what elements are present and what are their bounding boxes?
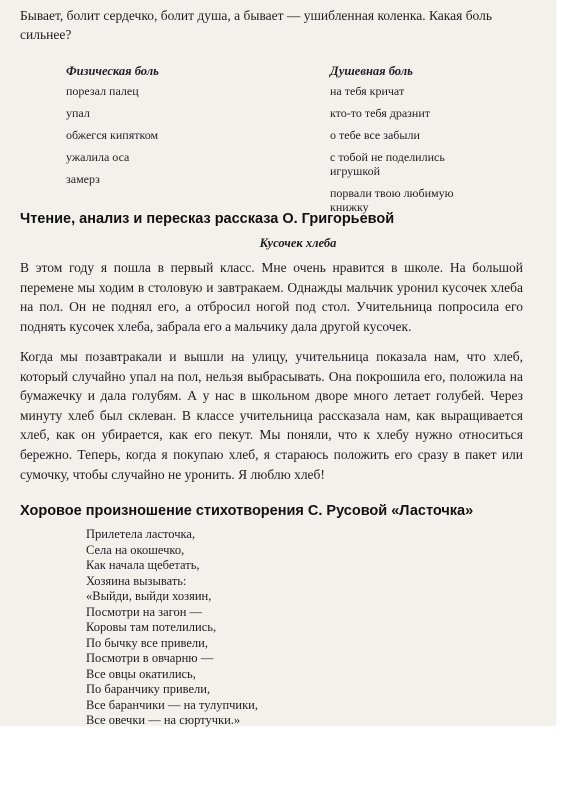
poem-line: Прилетела ласточка, (86, 527, 196, 541)
poem-line: Села на окошечко, (86, 542, 185, 557)
emotional-pain-item: кто-то тебя дразнит (330, 106, 430, 120)
physical-pain-item: замерз (66, 172, 100, 186)
physical-pain-item: ужалила оса (66, 150, 130, 164)
physical-pain-column (66, 62, 286, 194)
emotional-pain-item: с тобой не поделились игрушкой (330, 150, 445, 178)
physical-pain-heading: Физическая боль (66, 64, 159, 78)
physical-pain-item: обжегся кипятком (66, 128, 159, 142)
poem (86, 527, 258, 729)
poem-line: «Выйди, выйди хозяин, (86, 589, 212, 603)
emotional-pain-item: о тебе все забыли (330, 128, 420, 142)
emotional-pain-column (330, 62, 530, 222)
emotional-pain-heading: Душевная боль (330, 64, 413, 78)
poem-line: Посмотри в овчарню — (86, 651, 214, 665)
poem-line: Хозяина вызывать: (86, 573, 187, 588)
physical-pain-item: порезал палец (66, 84, 139, 98)
story-paragraph-2: Когда мы позавтракали и вышли на улицу, учительница показала нам, что хлеб, который случайно упал на пол, нельзя выбрасывать. Она покрошила его, положила на бумажечку и дала голубям. А у нас в школьном дворе много летает голубей. Через минуту хлеб был склеван. В классе учительница рассказала нам, как выращивается хлеб, как он убирается, как его пекут. Мы поняли, что к хлебу нужно относиться бережно. Теперь, когда я покупаю хлеб, я стараюсь положить его сразу в пакет или сумочку, чтобы случайно не уронить. Я люблю хлеб! (20, 349, 523, 482)
story-title: Кусочек хлеба (259, 236, 337, 250)
emotional-pain-item: порвали твою любимую книжку (330, 186, 454, 214)
section-title-poem: Хоровое произношение стихотворения С. Русовой «Ласточка» (20, 503, 474, 519)
poem-line: Посмотри на загон — (86, 604, 203, 619)
poem-line: Все овцы окатились, (86, 666, 196, 681)
section-title-story: Чтение, анализ и пересказ рассказа О. Григорьевой (20, 211, 395, 227)
poem-line: Все овечки — на сюртучки.» (86, 713, 241, 727)
poem-line: Все баранчики — на тулупчики, (86, 697, 258, 712)
poem-line: По бычку все привели, (86, 635, 208, 650)
physical-pain-item: упал (66, 106, 90, 120)
poem-line: Коровы там потелились, (86, 620, 217, 634)
poem-line: По баранчику привели, (86, 682, 211, 696)
poem-line: Как начала щебетать, (86, 558, 200, 572)
story-paragraph-1: В этом году я пошла в первый класс. Мне очень нравится в школе. На большой перемене мы ходим в столовую и завтракаем. Однажды мальчик уронил кусочек хлеба на пол. Он не поднял его, а отбросил ногой под стол. Учительница попросила его поднять кусочек хлеба, забрала его а мальчику дала другой кусочек. (20, 260, 523, 334)
intro-text: Бывает, болит сердечко, болит душа, а бывает — ушибленная коленка. Какая боль сильнее? (20, 8, 493, 42)
emotional-pain-item: на тебя кричат (330, 84, 405, 98)
